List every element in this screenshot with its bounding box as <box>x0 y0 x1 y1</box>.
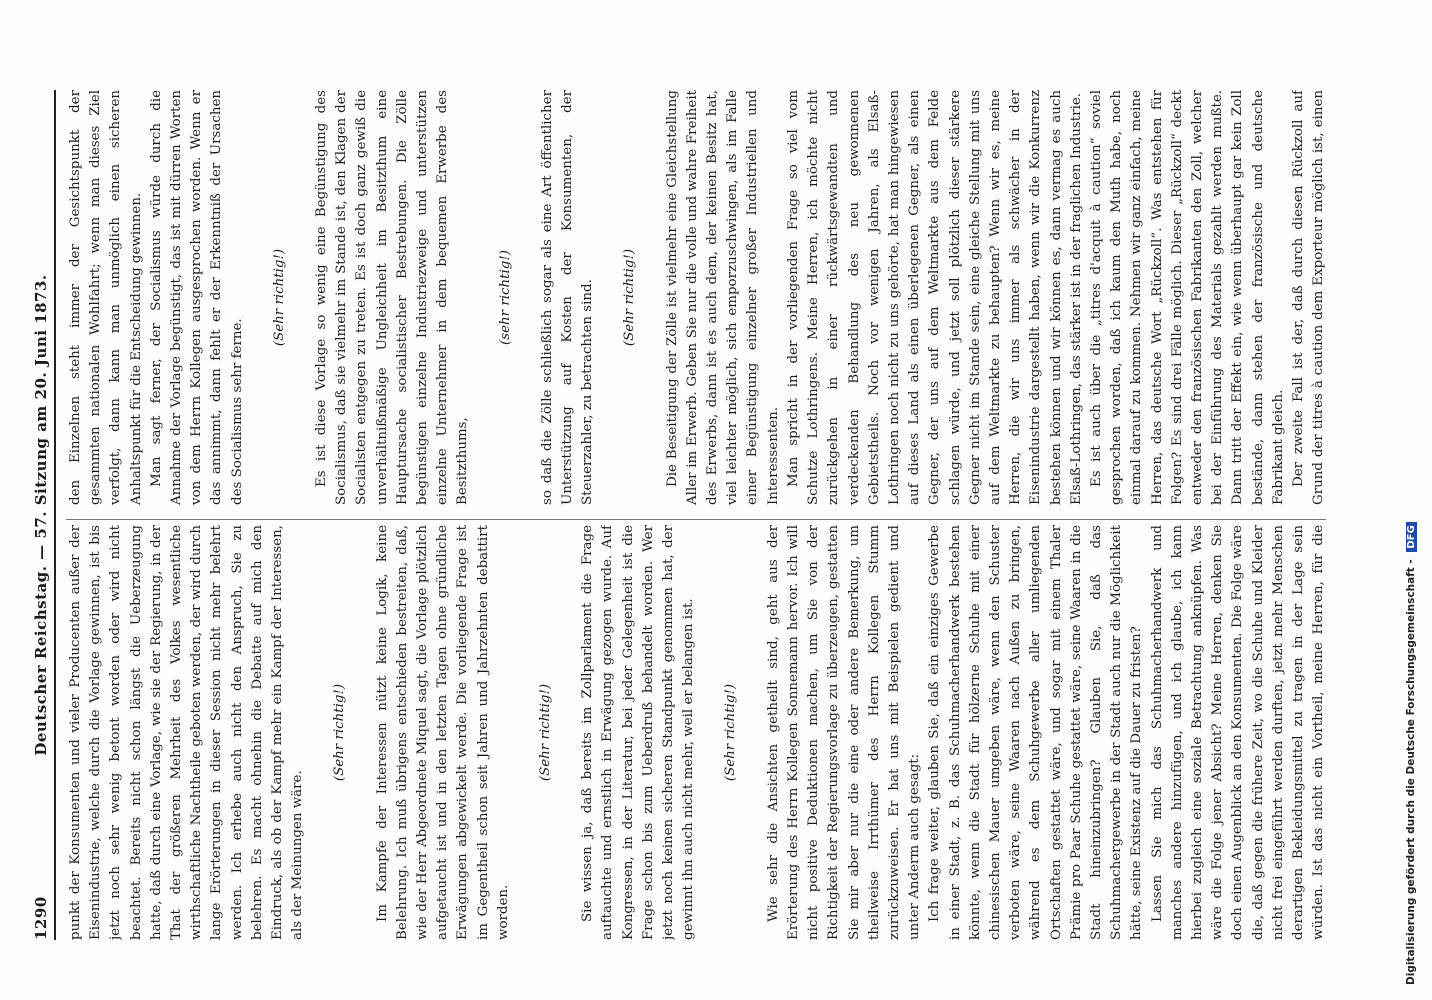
body-paragraph: den Einzelnen steht immer der Gesichtspunkt der gesammten nationalen Wohlfahrt; wenn man dieses Ziel verfolgt, dann kann man unmöglich einen sicheren Anhaltspunkt für die Entscheidung gewinnen. <box>68 90 144 505</box>
applause-note: (Sehr richtig!) <box>622 248 638 347</box>
right-text-column <box>66 90 1326 505</box>
body-paragraph: so daß die Zölle schließlich sogar als eine Art öffentlicher Unterstützung auf Kosten der Konsumenten, der Steuerzahler, zu betrachten sind. <box>539 90 596 505</box>
page-number: 1290 <box>32 896 50 940</box>
body-paragraph: Lassen Sie mich das Schuhmacherhandwerk und manches andere hinzufügen, und ich glaube, ich kann hierbei zugleich eine soziale Betrachtung anknüpfen. Was wäre die Folge jener Absicht? Meine Herren, denken Sie doch einen Augenblick an den Konsumenten. Die Folge wäre die, daß gegen die frühere Zeit, wo die Schuhe und Kleider nicht frei eingeführt werden durften, jetzt mehr Menschen derartigen Bekleidungsmittel zu tragen in der Lage sein würden. Ist das nicht ein Vortheil, meine Herren, für die <box>1149 525 1326 940</box>
page-title: Deutscher Reichstag. — 57. Sitzung am 20. Juni 1873. <box>32 274 50 756</box>
credit-text: Digitalisierung gefördert durch die Deutsche Forschungsgemeinschaft - <box>1405 559 1417 985</box>
body-paragraph: Man spricht in der vorliegenden Frage so viel vom Schutze Lothringens. Meine Herren, ich möchte nicht zurückgehen in einer rückwärtsgewandten und verdeckenden Behandlung des neu gewonnenen Gebietstheils. Noch vor wenigen Jahren, als Elsaß-Lothringen noch nicht zu uns gehörte, hat man hingewiesen auf dieses Land als einen überlegenen Gegner, als einen Gegner, der uns auf dem Weltmarkte aus dem Felde schlagen würde, und jetzt soll plötzlich dieser stärkere Gegner nicht im Stande sein, eine gleiche Stellung mit uns auf dem Weltmarkte zu behaupten? Wenn wir es, meine Herren, die wir uns immer als schwächer in der Eisenindustrie dargestellt haben, wenn wir die Konkurrenz bestehen können und wir können es, dann vermag es auch Elsaß-Lothringen, das stärker ist in der fraglichen Industrie. <box>785 90 1084 505</box>
applause-note: (Sehr richtig!) <box>271 248 287 347</box>
applause-note: (sehr richtig!) <box>497 250 513 345</box>
column-divider <box>66 519 1326 520</box>
applause-note: (Sehr richtig!) <box>332 683 348 782</box>
body-paragraph: Der zweite Fall ist der, daß durch diesen Rückzoll auf Grund der titres à caution dem Exporteur möglich ist, einen <box>1290 90 1326 505</box>
body-paragraph: Sie wissen ja, daß bereits im Zollparlament die Frage auftauchte und ernstlich in Erwägung gezogen wurde. Auf Kongressen, in der Literatur, bei jeder Gelegenheit ist die Frage schon bis zum Ueberdruß behandelt worden. Wer jetzt noch keinen sicheren Standpunkt genommen hat, der gewinnt ihn auch nicht mehr, weil er belangen ist. <box>580 525 697 940</box>
dfg-logo: DFG <box>1406 522 1417 551</box>
applause-note: (Sehr richtig!) <box>723 683 739 782</box>
body-paragraph: Wie sehr die Ansichten getheilt sind, geht aus der Erörterung des Herrn Kollegen Sonnemann hervor. Ich will nicht positive Deduktionen machen, um Sie von der Richtigkeit der Regierungsvorlage zu überzeugen, gestatten Sie mir aber nur die eine oder andere Bemerkung, um theilweise Irrthümer des Herrn Kollegen Stumm zurückzuweisen. Er hat uns mit Beispielen gedient und unter Anderm auch gesagt: <box>765 525 923 940</box>
body-paragraph: Ich frage weiter, glauben Sie, daß ein einziges Gewerbe in einer Stadt, z. B. das Schuhmacherhandwerk bestehen könnte, wenn die Stadt für hölzerne Schuhe mit einer chinesischen Mauer umgeben wäre, wenn den Schuster verboten wäre, seine Waaren nach Außen zu bringen, während es dem Schuhgewerbe aller umliegenden Ortschaften gestattet wäre, und sogar mit einem Thaler Prämie pro Paar Schuhe gestattet wäre, seine Waaren in die Stadt hineinzubringen? Glauben Sie, daß das Schuhmachergewerbe in der Stadt auch nur die Möglichkeit hätte, seine Existenz auf die Dauer zu fristen? <box>927 525 1145 940</box>
body-paragraph: Im Kampfe der Interessen nützt keine Logik, keine Belehrung. Ich muß übrigens entschieden bestreiten, daß, wie der Herr Abgeordnete Miquel sagt, die Vorlage plötzlich aufgetaucht ist und in den letzten Tagen ohne gründliche Erwägungen abgewickelt werde. Die vorliegende Frage ist im Gegentheil schon seit Jahren und Jahrzehnten debattirt worden. <box>374 525 511 940</box>
body-paragraph: Es ist diese Vorlage so wenig eine Begünstigung des Socialismus, daß sie vielmehr im Stande ist, den Klagen der Socialisten entgegen zu treten. Es ist doch ganz gewiß die unverhältnißmäßige Ungleichheit im Besitzthum eine Hauptursache socialistischer Bestrebungen. Die Zölle begünstigen einzelne Industriezweige und unterstützen einzelne Unternehmer in dem bequemen Erwerbe des Besitzthums, <box>314 90 471 505</box>
body-paragraph: Es ist auch über die „titres d'acquit à caution“ soviel gesprochen worden, daß ich kaum den Muth habe, noch einmal darauf zu kommen. Nehmen wir ganz einfach, meine Herren, das deutsche Wort „Rückzoll“. Was entstehen für Folgen? Es sind drei Fälle möglich. Dieser „Rückzoll“ deckt entweder den französischen Fabrikanten den Zoll, welcher bei der Einführung des Materials gezahlt werden mußte. Dann tritt der Effekt ein, wie wenn überhaupt gar kein Zoll bestände, dann stehen der französische und deutsche Fabrikant gleich. <box>1088 90 1286 505</box>
body-paragraph: punkt der Konsumenten und vieler Producenten außer der Eisenindustrie, welche durch die Vorlage gewinnen, ist bis jetzt noch sehr wenig betont worden oder wird nicht beachtet. Bereits nicht schon längst die Ueberzeugung hatte, daß durch eine Vorlage, wie sie der Regierung, in der That der größeren Mehrheit des Volkes wesentliche wirthschaftliche Nachtheile geboten werden, der wird durch lange Erörterungen in dieser Session nicht mehr belehrt werden. Ich erhebe auch nicht den Anspruch, Sie zu belehren. Es macht ohnehin die Debatte auf mich den Eindruck, als ob der Kampf mehr ein Kampf der Interessen, als der Meinungen wäre. <box>68 525 306 940</box>
body-paragraph: Die Beseitigung der Zölle ist vielmehr eine Gleichstellung Aller im Erwerb. Geben Sie nur die volle und wahre Freiheit des Erwerbs, dann ist es auch dem, der keinen Besitz hat, viel leichter möglich, sich emporzuschwingen, als im Falle einer Begünstigung einzelner großer Industriellen und Interessenten. <box>664 90 781 505</box>
applause-note: (Sehr richtig!) <box>538 683 554 782</box>
page-header <box>30 90 56 940</box>
left-text-column <box>66 525 1326 940</box>
body-paragraph: Man sagt ferner, der Socialismus würde durch die Annahme der Vorlage begünstigt, das ist mit dürren Worten von dem Herrn Kollegen ausgesprochen worden. Wenn er das annimmt, dann fehlt er der Erkenntniß der Ursachen des Socialismus sehr ferne. <box>148 90 245 505</box>
digitization-credit <box>1405 5 1425 985</box>
